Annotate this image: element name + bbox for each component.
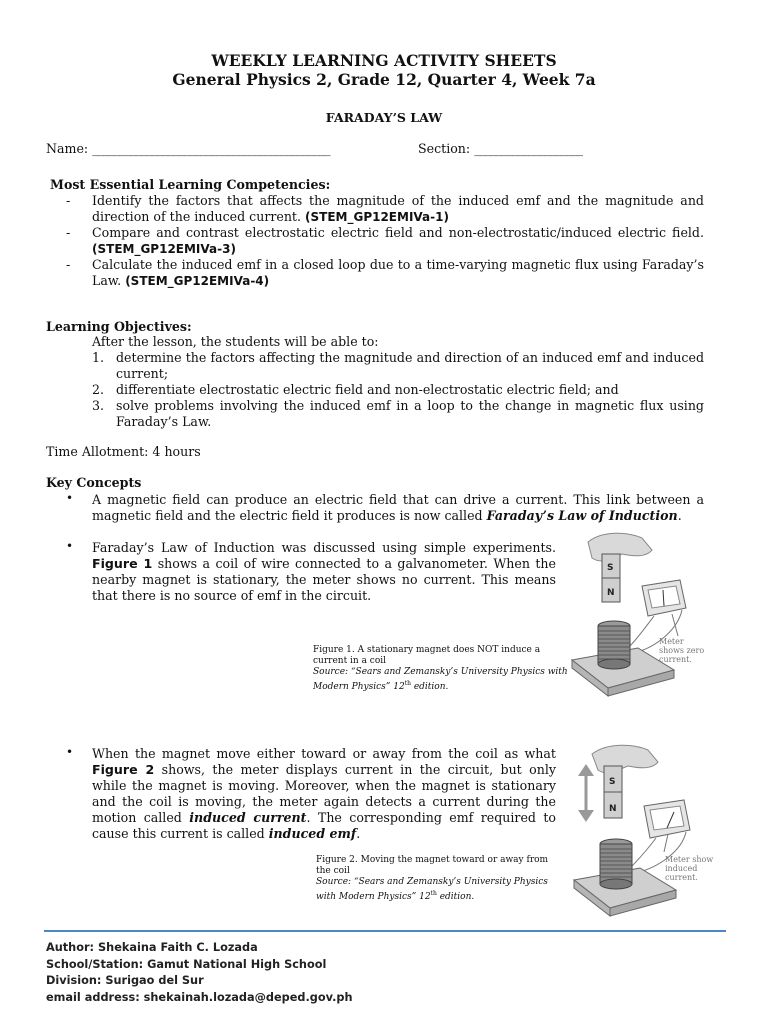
figure1-meter-label: Meter shows zero current. — [659, 637, 705, 664]
magnet-s-label: S — [607, 563, 614, 573]
name-field[interactable] — [46, 141, 330, 157]
key-concepts-heading: Key Concepts — [46, 475, 142, 490]
concept-paragraph: When the magnet move either toward or away from the coil as what Figure 2 shows, the meter displays current in the circuit, but only while the magnet is moving. Moreover, when the magnet is stationary and the coil is moving, the meter again detects a current during the motion called induced current. The corresponding emf required to cause this current is called induced emf. — [92, 746, 556, 841]
sheet-title: WEEKLY LEARNING ACTIVITY SHEETS — [211, 51, 557, 70]
objective-item: determine the factors affecting the magnitude and direction of an induced emf and induced current; — [116, 350, 704, 381]
coil-icon — [600, 844, 632, 884]
motion-arrow-icon — [578, 764, 594, 822]
course-subtitle: General Physics 2, Grade 12, Quarter 4, Week 7a — [172, 70, 596, 89]
bullet-icon: • — [66, 539, 74, 553]
figure2-illustration — [568, 740, 724, 924]
footer-school: School/Station: Gamut National High School — [46, 957, 327, 971]
competency-item: Identify the factors that affects the magnitude of the induced emf and the magnitude and direction of the induced current. (STEM_GP12EMIVa-1) — [92, 193, 704, 224]
objective-item: differentiate electrostatic electric field and non-electrostatic electric field; and — [116, 382, 619, 397]
section-label: Section: — [418, 141, 471, 156]
figure2-meter-label: Meter show induced current. — [665, 855, 714, 882]
competency-item: Compare and contrast electrostatic electric field and non-electrostatic/induced electric field. (STEM_GP12EMIVa-3) — [92, 225, 704, 256]
name-label: Name: — [46, 141, 89, 156]
figure1-illustration — [568, 528, 720, 700]
figure2-source: Source: “Sears and Zemansky’s University Physics with Modern Physics” 12th edition. — [316, 877, 548, 902]
competency-item: Calculate the induced emf in a closed loop due to a time-varying magnetic flux using Faraday’s Law. (STEM_GP12EMIVa-4) — [92, 257, 704, 288]
magnet-n-label: N — [607, 588, 615, 598]
footer-info — [46, 940, 353, 1006]
concept-paragraph: Faraday’s Law of Induction was discussed using simple experiments. Figure 1 shows a coil of wire connected to a galvanometer. When the nearby magnet is stationary, the meter shows no current. This means that there is no source of emf in the circuit. — [92, 540, 557, 603]
footer-division: Division: Surigao del Sur — [46, 974, 204, 987]
figure2-caption: Figure 2. Moving the magnet toward or away from the coil Source: “Sears and Zemansky’s University Physics with Modern Physics” 12th edition. — [316, 855, 556, 903]
objectives-intro: After the lesson, the students will be able to: — [92, 334, 379, 349]
bullet-icon: • — [66, 745, 74, 759]
section-field[interactable] — [418, 141, 582, 157]
footer-divider — [44, 930, 726, 932]
concept-paragraph: A magnetic field can produce an electric field that can drive a current. This link between a magnetic field and the electric field it produces is now called Faraday’s Law of Induction. — [92, 492, 704, 523]
section-blank: ____________________ — [474, 141, 583, 156]
bullet-icon: • — [66, 491, 74, 505]
coil-icon — [598, 626, 630, 664]
figure1-caption: Figure 1. A stationary magnet does NOT induce a current in a coil Source: “Sears and Zemansky’s University Physics with Modern Physics” 12th edition. — [313, 645, 568, 692]
magnet-s-label: S — [609, 777, 616, 787]
hand-icon — [592, 745, 658, 773]
magnet-n-label: N — [609, 804, 617, 814]
footer-author: Author: Shekaina Faith C. Lozada — [46, 941, 258, 954]
competencies-heading: Most Essential Learning Competencies: — [50, 177, 331, 192]
figure1-source: Source: “Sears and Zemansky’s University Physics with Modern Physics” 12th edition. — [313, 667, 568, 692]
objectives-heading: Learning Objectives: — [46, 319, 192, 334]
name-blank: ____________________________________________ — [92, 141, 330, 156]
objective-item: solve problems involving the induced emf in a loop to the change in magnetic flux using Faraday’s Law. — [116, 398, 704, 429]
topic-title: FARADAY’S LAW — [325, 110, 443, 125]
footer-email[interactable]: email address: shekainah.lozada@deped.gov.ph — [46, 990, 353, 1004]
time-allotment: Time Allotment: 4 hours — [46, 444, 201, 459]
